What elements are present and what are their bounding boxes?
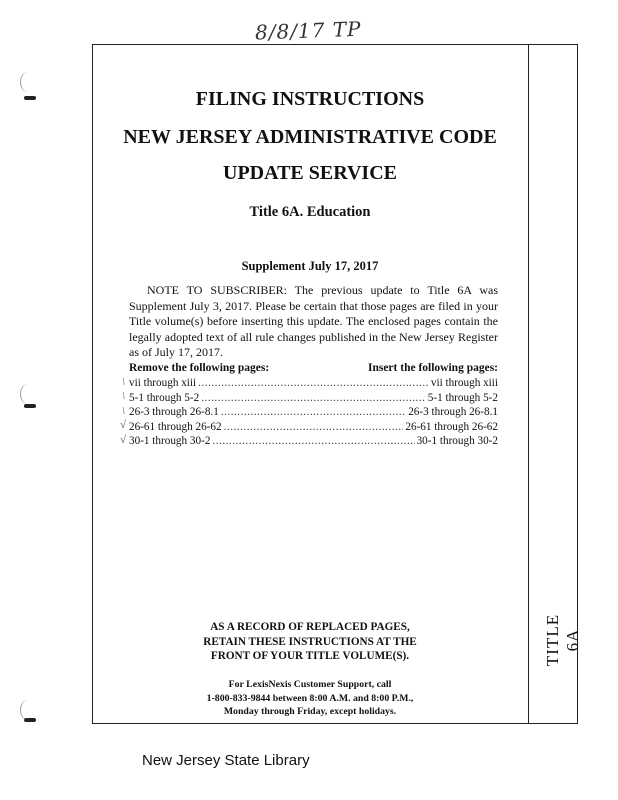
- punch-hole-mark-top: [24, 96, 36, 100]
- insert-range: 26-61 through 26-62: [405, 420, 498, 433]
- insert-range: 5-1 through 5-2: [427, 391, 498, 404]
- supplement-date: Supplement July 17, 2017: [241, 259, 379, 273]
- page-replacement-list: [129, 376, 498, 449]
- insert-pages-header: Insert the following pages:: [367, 362, 498, 374]
- remove-pages-header: Remove the following pages:: [129, 362, 270, 374]
- punch-hole-arc-top: [20, 72, 35, 92]
- handwritten-date-initials: 8/8/17 TP: [254, 16, 362, 45]
- support-phone: 1-800-833-9844 between 8:00 A.M. and 8:00 P.M.,: [206, 692, 414, 704]
- list-item: [129, 434, 498, 449]
- remove-range: 30-1 through 30-2: [129, 435, 211, 447]
- check-mark-icon: \: [122, 405, 126, 417]
- note-to-subscriber: NOTE TO SUBSCRIBER: The previous update to Title 6A was Supplement July 3, 2017. Please be certain that those pages are filed in your Title volume(s) before inserting this update. The enclosed pages contain the legally adopted text of all rule changes published in the New Jersey Register as of July 17, 2017.: [129, 283, 498, 359]
- leader-dots: [221, 405, 406, 420]
- heading-update-service: UPDATE SERVICE: [223, 162, 397, 184]
- support-line: For LexisNexis Customer Support, call: [228, 679, 392, 690]
- leader-dots: [212, 434, 414, 449]
- check-mark-icon: √: [120, 434, 127, 446]
- leader-dots: [201, 391, 426, 406]
- check-mark-icon: √: [120, 419, 127, 431]
- heading-filing-instructions: FILING INSTRUCTIONS: [195, 88, 425, 110]
- check-mark-icon: \: [122, 390, 126, 402]
- list-item: [129, 391, 498, 406]
- record-line: FRONT OF YOUR TITLE VOLUME(S).: [210, 650, 410, 662]
- record-line: RETAIN THESE INSTRUCTIONS AT THE: [203, 635, 417, 648]
- insert-range: vii through xiii: [430, 377, 498, 389]
- remove-range: 26-3 through 26-8.1: [129, 406, 219, 418]
- remove-range: 26-61 through 26-62: [129, 420, 222, 433]
- punch-hole-mark-middle: [24, 404, 36, 408]
- tab-divider-line: [528, 44, 529, 724]
- punch-hole-arc-middle: [20, 384, 35, 404]
- record-line: AS A RECORD OF REPLACED PAGES,: [210, 621, 410, 633]
- customer-support-info: [92, 678, 528, 719]
- list-item: [129, 405, 498, 420]
- insert-range: 30-1 through 30-2: [416, 435, 498, 447]
- leader-dots: [198, 376, 429, 391]
- check-mark-icon: \: [122, 376, 126, 388]
- list-item: [129, 376, 498, 391]
- leader-dots: [224, 420, 404, 435]
- remove-range: vii through xiii: [129, 377, 197, 389]
- instructions-content: [92, 44, 528, 724]
- support-hours: Monday through Friday, except holidays.: [223, 706, 397, 717]
- punch-hole-arc-bottom: [20, 700, 35, 720]
- remove-range: 5-1 through 5-2: [129, 391, 200, 404]
- page-columns-header: [129, 362, 498, 374]
- title-subject: Title 6A. Education: [249, 204, 371, 220]
- insert-range: 26-3 through 26-8.1: [408, 406, 498, 418]
- title-tab-label: TITLE 6A: [543, 613, 582, 667]
- heading-code-name: NEW JERSEY ADMINISTRATIVE CODE: [123, 126, 497, 148]
- record-retention-notice: [92, 620, 528, 664]
- list-item: [129, 420, 498, 435]
- library-footer: New Jersey State Library: [142, 752, 310, 769]
